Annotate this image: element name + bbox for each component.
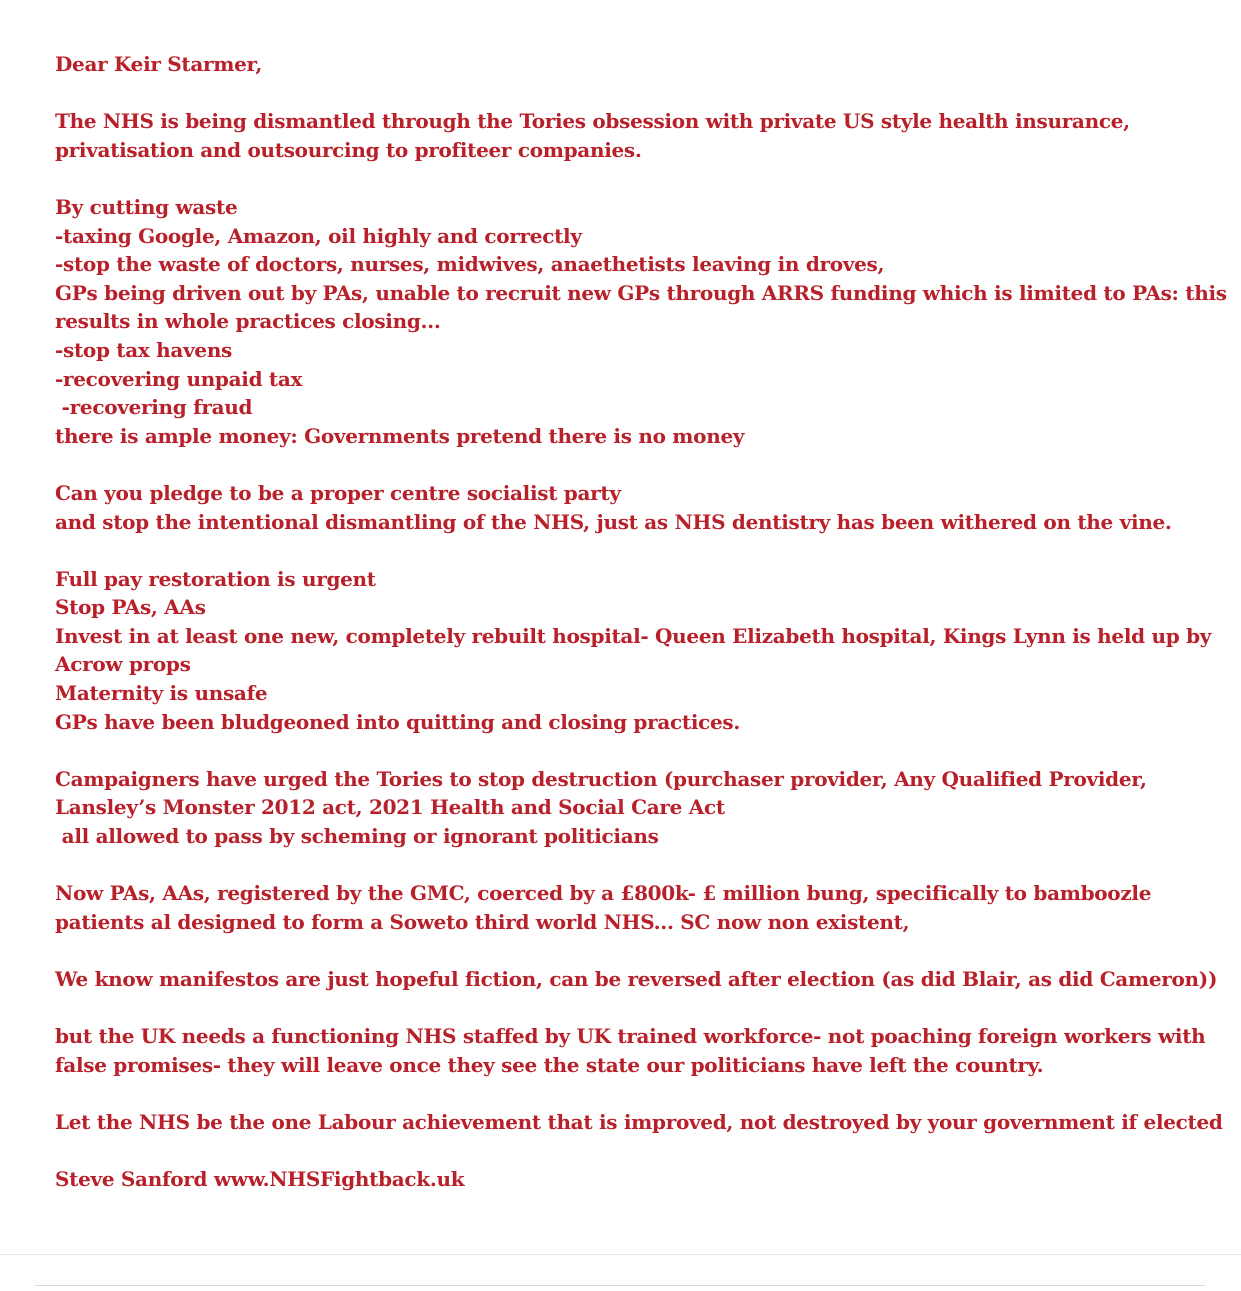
letter-line: GPs being driven out by PAs, unable to recruit new GPs through ARRS funding which is limited to PAs: this results in whole practices closing... — [55, 280, 1227, 334]
paragraph-campaigners — [55, 765, 1235, 851]
letter-line: -recovering unpaid tax — [55, 366, 303, 391]
letter-line: all allowed to pass by scheming or ignorant politicians — [55, 824, 659, 849]
letter-line: -stop the waste of doctors, nurses, midwives, anaethetists leaving in droves, — [55, 252, 885, 277]
paragraph-pledge — [55, 479, 1235, 536]
letter-line: Now PAs, AAs, registered by the GMC, coerced by a £800k- £ million bung, specifically to bamboozle patients al designed to form a Soweto third world NHS... SC now non existent, — [55, 881, 1152, 934]
letter-line: Maternity is unsafe — [55, 681, 268, 706]
letter-line: Stop PAs, AAs — [55, 595, 206, 620]
letter-line: and stop the intentional dismantling of the NHS, just as NHS dentistry has been withered on the vine. — [55, 509, 1172, 534]
divider — [35, 1285, 1205, 1286]
paragraph-manifestos — [55, 965, 1235, 994]
divider — [0, 1254, 1241, 1255]
letter-line: but the UK needs a functioning NHS staffed by UK trained workforce- not poaching foreign workers with false promises- they will leave once they see the state our politicians have left the country. — [55, 1024, 1206, 1077]
letter-line: GPs have been bludgeoned into quitting and closing practices. — [55, 709, 741, 734]
salutation-paragraph — [55, 50, 1235, 79]
letter-line: Full pay restoration is urgent — [55, 566, 376, 591]
paragraph-cutting-waste — [55, 193, 1235, 450]
salutation: Dear Keir Starmer, — [55, 52, 263, 76]
letter-line: Can you pledge to be a proper centre socialist party — [55, 480, 621, 505]
paragraph-gmc — [55, 879, 1235, 936]
letter-line: Campaigners have urged the Tories to stop destruction (purchaser provider, Any Qualified Provider, Lansley’s Monster 2012 act, 2021 Health and Social Care Act — [55, 766, 1147, 820]
letter-line: -taxing Google, Amazon, oil highly and correctly — [55, 223, 582, 248]
paragraph-demands — [55, 565, 1235, 737]
letter-line: there is ample money: Governments pretend there is no money — [55, 423, 745, 448]
letter-line: -recovering fraud — [55, 395, 253, 420]
signature-paragraph — [55, 1165, 1235, 1194]
letter-line: Let the NHS be the one Labour achievement that is improved, not destroyed by your government if elected — [55, 1109, 1223, 1134]
paragraph-workforce — [55, 1022, 1235, 1079]
letter-line: -stop tax havens — [55, 337, 233, 362]
letter-body — [55, 50, 1235, 1222]
letter-line: The NHS is being dismantled through the Tories obsession with private US style health insurance, privatisation and outsourcing to profiteer companies. — [55, 109, 1130, 162]
letter-line: Invest in at least one new, completely rebuilt hospital- Queen Elizabeth hospital, Kings Lynn is held up by Acrow props — [55, 623, 1212, 677]
signature: Steve Sanford www.NHSFightback.uk — [55, 1167, 465, 1192]
letter-line: We know manifestos are just hopeful fiction, can be reversed after election (as did Blair, as did Cameron)) — [55, 967, 1218, 991]
paragraph-nhs-dismantled — [55, 107, 1235, 164]
paragraph-labour-achievement — [55, 1108, 1235, 1137]
letter-line: By cutting waste — [55, 194, 238, 219]
